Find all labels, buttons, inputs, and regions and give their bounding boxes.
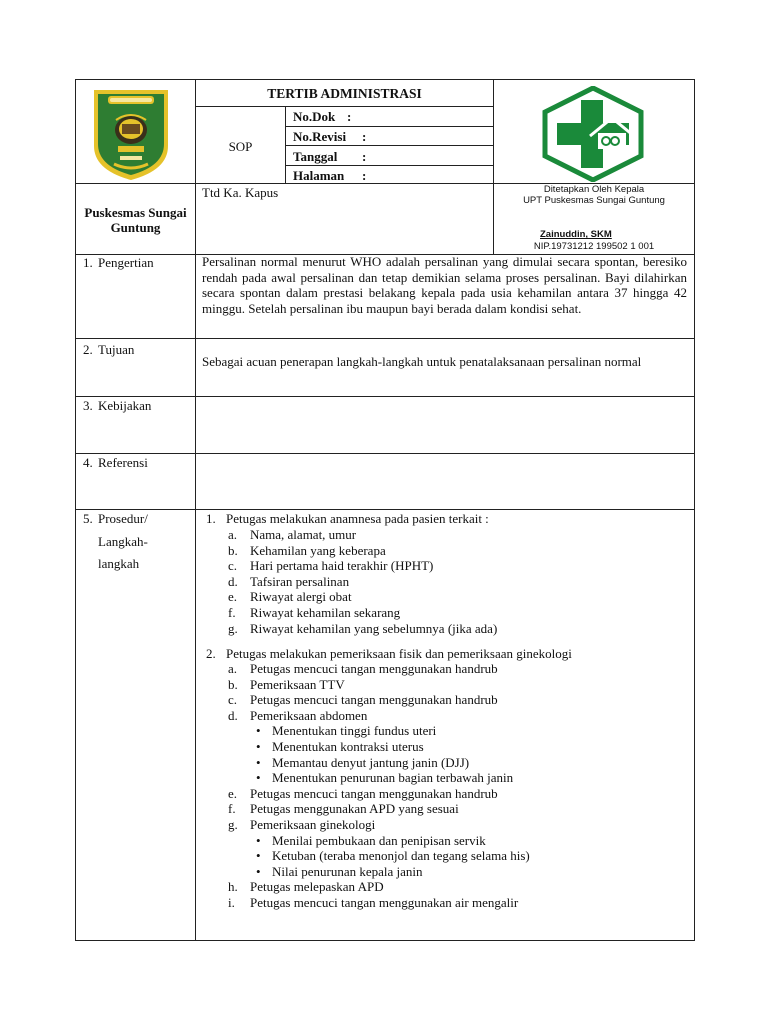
item-text: Pemeriksaan TTV xyxy=(250,676,345,692)
step-text: Petugas melakukan pemeriksaan fisik dan pemeriksaan ginekologi xyxy=(226,646,572,661)
approval-line1: Ditetapkan Oleh Kepala xyxy=(543,184,645,195)
section-label-line1: Prosedur/ xyxy=(98,511,148,526)
item-text: Hari pertama haid terakhir (HPHT) xyxy=(250,558,434,574)
item-text: Petugas mencuci tangan menggunakan air mengalir xyxy=(250,895,519,910)
section-number: 4. xyxy=(83,455,93,470)
section-label: Kebijakan xyxy=(98,398,152,413)
item-marker: g. xyxy=(228,817,238,832)
document-title: TERTIB ADMINISTRASI xyxy=(267,86,422,101)
item-text: Riwayat kehamilan yang sebelumnya (jika ada) xyxy=(250,620,498,636)
puskesmas-logo xyxy=(540,86,646,182)
field-tanggal-sep: : xyxy=(362,149,367,164)
bullet-marker: • xyxy=(256,848,261,864)
step-number: 2. xyxy=(206,646,216,661)
field-no-dok-sep: : xyxy=(347,109,352,124)
item-marker: a. xyxy=(228,661,238,676)
item-marker: h. xyxy=(228,879,238,895)
section-number: 5. xyxy=(83,511,93,526)
item-marker: f. xyxy=(228,801,236,817)
section-number: 3. xyxy=(83,398,93,413)
item-text: Riwayat kehamilan sekarang xyxy=(250,605,401,620)
item-marker: d. xyxy=(228,707,238,723)
pengertian-text: Persalinan normal menurut WHO adalah persalinan yang dimulai secara spontan, beresiko rendah pada awal persalinan dan tetap demikian selama proses persalinan. Bayi dilahirkan secara spontan dalam prestasi belakang kepala pada usia kehamilan antara 37 hingga 42 minggu. Setelah persalinan ibu maupun bayi berada dalam kondisi sehat. xyxy=(202,254,687,316)
section-label-line3: langkah xyxy=(98,556,140,571)
item-text: Nilai penurunan kepala janin xyxy=(272,863,423,879)
field-no-revisi-sep: : xyxy=(362,129,367,144)
section-number: 1. xyxy=(83,255,93,270)
section-number: 2. xyxy=(83,342,93,357)
field-no-revisi-label: No.Revisi xyxy=(293,129,347,144)
item-marker: b. xyxy=(228,542,238,558)
tujuan-text: Sebagai acuan penerapan langkah-langkah untuk penatalaksanaan persalinan normal xyxy=(202,354,642,369)
field-halaman-sep: : xyxy=(362,168,367,183)
bullet-marker: • xyxy=(256,863,261,879)
bullet-marker: • xyxy=(256,739,261,754)
field-no-dok-label: No.Dok xyxy=(293,109,336,124)
step-text: Petugas melakukan anamnesa pada pasien terkait : xyxy=(226,511,489,526)
item-text: Nama, alamat, umur xyxy=(250,527,357,542)
approver-nip: NIP.19731212 199502 1 001 xyxy=(533,241,655,252)
approver-name: Zainuddin, SKM xyxy=(540,229,612,240)
item-text: Tafsiran persalinan xyxy=(250,573,350,589)
item-text: Ketuban (teraba menonjol dan tegang selama his) xyxy=(272,848,530,864)
item-text: Riwayat alergi obat xyxy=(250,589,352,605)
bullet-marker: • xyxy=(256,832,261,848)
item-text: Petugas mencuci tangan menggunakan handrub xyxy=(250,661,498,676)
item-text: Menentukan tinggi fundus uteri xyxy=(272,723,437,739)
section-label: Referensi xyxy=(98,455,148,470)
item-marker: d. xyxy=(228,573,238,589)
sop-label: SOP xyxy=(228,139,253,154)
item-text: Menentukan kontraksi uterus xyxy=(272,739,424,754)
item-text: Pemeriksaan abdomen xyxy=(250,707,368,723)
field-tanggal-label: Tanggal xyxy=(293,149,338,164)
bullet-marker: • xyxy=(256,754,261,770)
section-label: Tujuan xyxy=(98,342,135,357)
item-text: Pemeriksaan ginekologi xyxy=(250,817,376,832)
item-marker: a. xyxy=(228,527,238,542)
item-marker: g. xyxy=(228,620,238,636)
section-label: Pengertian xyxy=(98,255,154,270)
item-marker: e. xyxy=(228,589,238,605)
item-marker: c. xyxy=(228,692,238,708)
step-number: 1. xyxy=(206,511,216,526)
approval-line2: UPT Puskesmas Sungai Guntung xyxy=(523,195,665,206)
regional-emblem-logo xyxy=(90,86,172,182)
bullet-marker: • xyxy=(256,723,261,739)
item-text: Petugas mencuci tangan menggunakan handrub xyxy=(250,785,498,801)
field-halaman-label: Halaman xyxy=(293,168,345,183)
item-marker: f. xyxy=(228,605,236,620)
item-text: Petugas mencuci tangan menggunakan handrub xyxy=(250,692,498,708)
org-name: Puskesmas Sungai Guntung xyxy=(84,205,187,235)
item-text: Petugas melepaskan APD xyxy=(250,879,384,895)
bullet-marker: • xyxy=(256,770,261,786)
item-text: Kehamilan yang keberapa xyxy=(250,542,386,558)
item-marker: b. xyxy=(228,676,238,692)
item-text: Menilai pembukaan dan penipisan servik xyxy=(272,832,486,848)
item-text: Memantau denyut jantung janin (DJJ) xyxy=(272,754,470,770)
item-text: Petugas menggunakan APD yang sesuai xyxy=(250,801,459,817)
item-marker: e. xyxy=(228,785,238,801)
item-text: Menentukan penurunan bagian terbawah janin xyxy=(272,770,514,786)
item-marker: i. xyxy=(228,895,235,910)
item-marker: c. xyxy=(228,558,238,574)
ttd-label: Ttd Ka. Kapus xyxy=(202,185,279,200)
section-label-line2: Langkah- xyxy=(98,534,148,549)
